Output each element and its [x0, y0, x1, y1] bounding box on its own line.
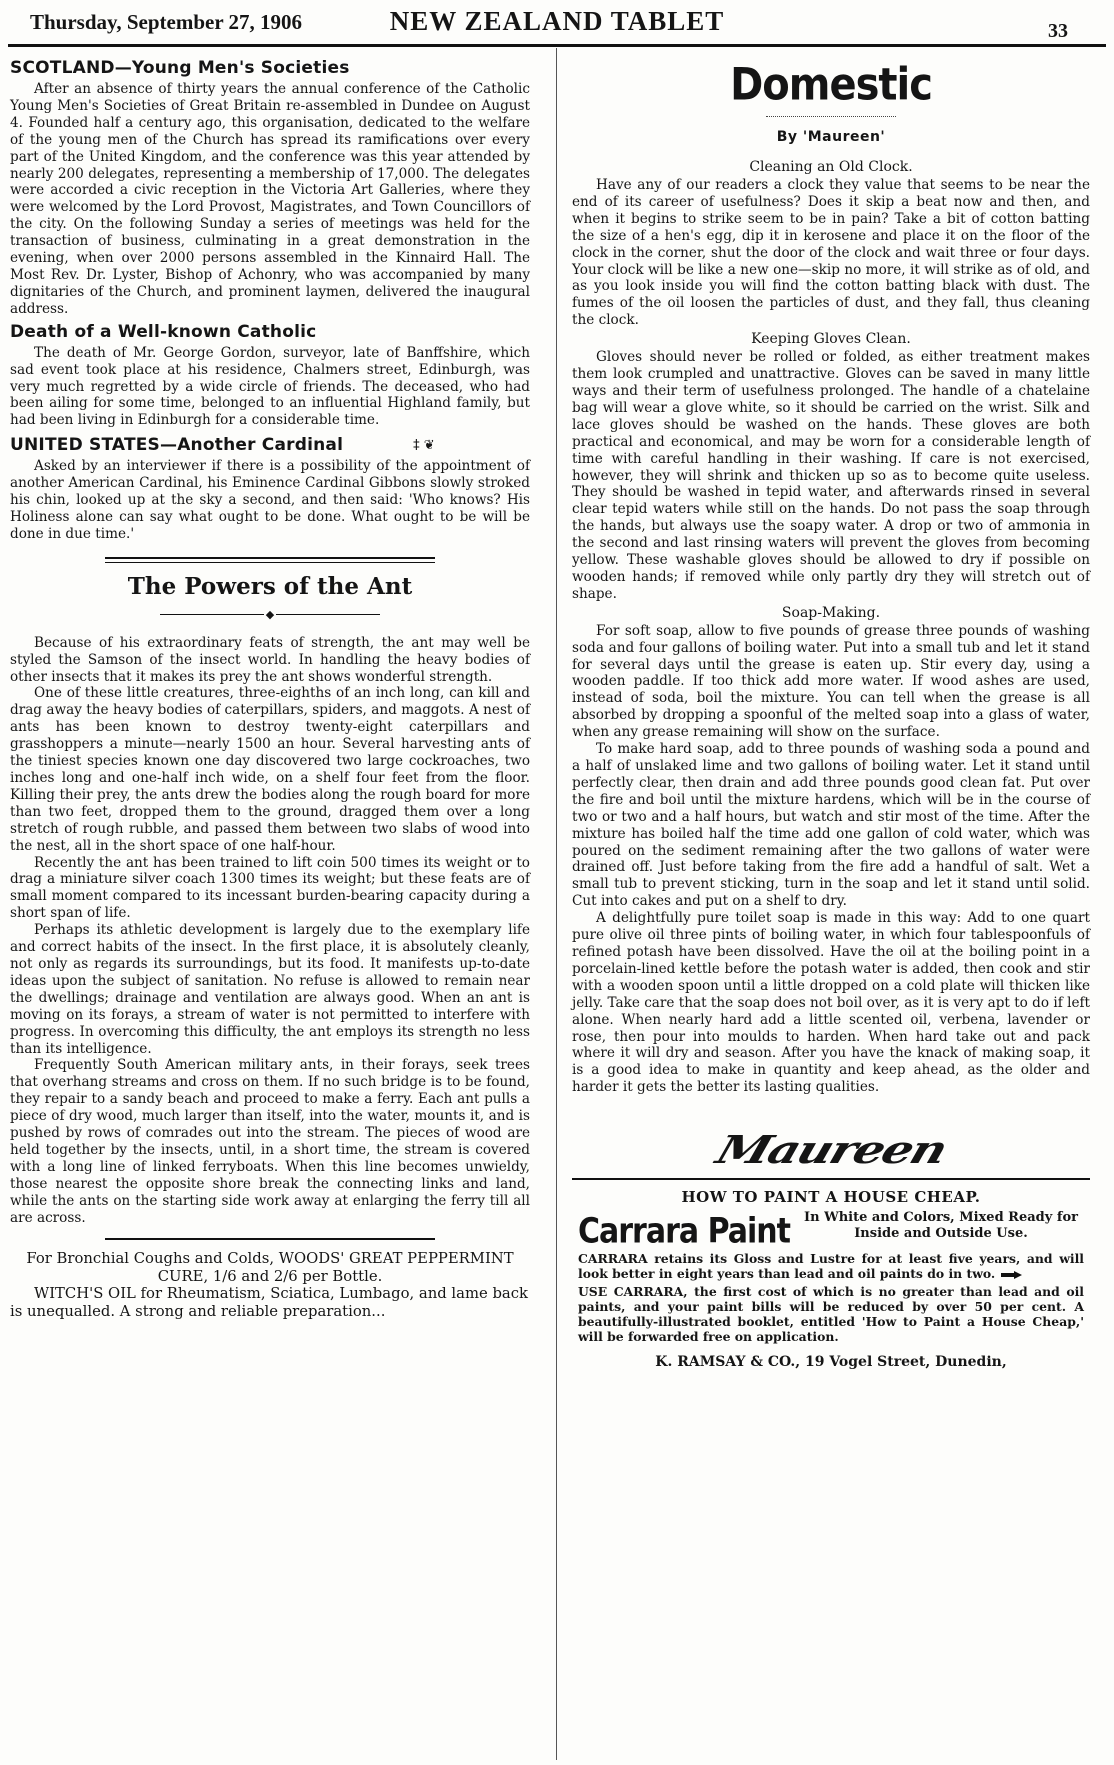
- carrara-body-1: CARRARA retains its Gloss and Lustre for at least five years, and will look better in eight years than lead and oil paints do in two.: [578, 1251, 1084, 1282]
- domestic-title-underline: [766, 116, 896, 117]
- domestic-byline: By 'Maureen': [776, 129, 886, 145]
- united-states-text: Asked by an interviewer if there is a possibility of the appointment of another American Cardinal, his Eminence Cardinal Gibbons slowly stroked his chin, looked up at the sky a second, and then said: 'Who knows? His Holiness alone can say what ought to be done. What ought to be will be done in due time.': [10, 458, 530, 542]
- domestic-paragraph: For soft soap, allow to five pounds of grease three pounds of washing soda and four gallons of boiling water. Put into a small tub and let it stand for several days until the grease is eaten up. Stir every day, using a wooden paddle. If too thick add more water. If wood ashes are used, instead of soda, boil the mixture. You can tell when the grease is all absorbed by dropping a spoonful of the melted soap into a glass of water, when any grease remaining will show on the surface.: [572, 622, 1090, 741]
- domestic-title: Domestic: [730, 59, 932, 111]
- ant-paragraph: Recently the ant has been trained to lift coin 500 times its weight or to drag a miniature silver coach 1300 times its weight; but these feats are of small moment compared to its incessant burden-bearing capacity during a short span of life.: [10, 854, 530, 922]
- signature-text: Maureen: [710, 1127, 952, 1173]
- scotland-heading: SCOTLAND—Young Men's Societies: [10, 58, 350, 78]
- carrara-brand: Carrara Paint: [578, 1211, 790, 1252]
- section-heading: Soap-Making.: [781, 604, 881, 621]
- scotland-text: After an absence of thirty years the annual conference of the Catholic Young Men's Societies of Great Britain re-assembled in Dundee on August 4. Founded half a century ago, this organisation, dedicated to the welfare of the young men of the Church has spread its ramifications over every part of the United Kingdom, and the conference was this year attended by nearly 200 delegates, representing a membership of 17,000. The delegates were accorded a civic reception in the Victoria Art Galleries, where they were welcomed by the Lord Provost, Magistrates, and Town Councillors of the city. On the following Sunday a series of meetings was held for the transaction of business, culminating in a great demonstration in the evening, when over 2000 persons assembled in the Kinnaird Hall. The Most Rev. Dr. Lyster, Bishop of Achonry, who was accompanied by many dignitaries of the Church, and prominent laymen, delivered the inaugural address.: [10, 81, 530, 317]
- advert-box-rule: [572, 1178, 1090, 1180]
- death-heading: Death of a Well-known Catholic: [10, 321, 317, 342]
- witchs-oil-advert: WITCH'S OIL for Rheumatism, Sciatica, Lumbago, and lame back is unequalled. A strong and reliable preparation...: [10, 1285, 529, 1320]
- carrara-body-2: USE CARRARA, the first cost of which is no greater than lead and oil paints, and your paint bills will be reduced by over 50 per cent. A beautifully-illustrated booklet, entitled 'How to Paint a House Cheap,' will be forwarded free on application.: [578, 1283, 1084, 1345]
- advert-rule: [105, 1238, 435, 1240]
- carrara-tagline: In White and Colors, Mixed Ready for Inside and Outside Use.: [804, 1210, 1078, 1242]
- carrara-address: K. RAMSAY & CO., 19 Vogel Street, Dunedin,: [655, 1354, 1007, 1371]
- title-divider: [10, 608, 530, 621]
- death-text: The death of Mr. George Gordon, surveyor, late of Banffshire, which sad event took place at his residence, Chalmers street, Edinburgh, was very much regretted by a wide circle of friends. The deceased, who had been ailing for some time, belonged to an influential Highland family, but had been living in Edinburgh for a considerable time.: [10, 344, 530, 429]
- section-heading: Cleaning an Old Clock.: [749, 159, 913, 175]
- maureen-signature: [572, 1122, 1090, 1173]
- united-states-heading-row: [10, 433, 530, 458]
- carrara-brand-row: [578, 1210, 1084, 1252]
- carrara-header: HOW TO PAINT A HOUSE CHEAP.: [681, 1188, 981, 1207]
- united-states-heading: UNITED STATES—Another Cardinal: [10, 435, 344, 456]
- masthead: [0, 0, 1114, 46]
- domestic-paragraph: A delightfully pure toilet soap is made in this way: Add to one quart pure olive oil three pints of boiling water, in which four tablespoonfuls of refined potash have been dissolved. Have the oil at the boiling point in a porcelain-lined kettle before the potash water is added, then cook and stir with a wooden spoon until a little dropped on a cold plate will thicken like jelly. Take care that the soap does not boil over, as it is very apt to do if left alone. When nearly hard add a little scented oil, verbena, lavender or rose, then pour into moulds to harden. When hard take out and pack where it will dry and season. After you have the knack of making soap, it is a good idea to make in quantity and keep ahead, as the older and harder it gets the better its lasting qualities.: [572, 910, 1090, 1096]
- issue-date: Thursday, September 27, 1906: [30, 10, 303, 34]
- printer-ornament-icon: ‡ ❦: [413, 438, 435, 454]
- ant-paragraph: One of these little creatures, three-eighths of an inch long, can kill and drag away the heavy bodies of caterpillars, spiders, and maggots. A nest of ants has been known to destroy twenty-eight caterpillars and grasshoppers a minute—nearly 1500 an hour. Several harvesting ants of the tiniest species known one day discovered two large cockroaches, two inches long and one-half inch wide, on a shelf four feet from the floor. Killing their prey, the ants drew the bodies along the rough board for more than two feet, dropped them to the ground, dragged them over a long stretch of rough rubble, and passed them between two slabs of wood into the nest, all in the short space of one half-hour.: [10, 685, 530, 854]
- domestic-paragraph: Gloves should never be rolled or folded, as either treatment makes them look crumpled and unattractive. Gloves can be saved in many little ways and their term of usefulness prolonged. The handle of a chatelaine bag will wear a glove white, so it should be carried on the wrist. Silk and lace gloves should be washed on the hands. These gloves are both practical and economical, and may be worn for a considerable length of time with careful handling in their washing. If care is not exercised, however, they will shrink and thicken up so as to become quite useless. They should be washed in tepid water, and afterwards rinsed in several clear tepid waters while still on the hands. Do not pass the soap through the hands, but always use the soapy water. A drop or two of ammonia in the second and last rinsing waters will prevent the gloves from becoming yellow. These washable gloves should be allowed to dry if possible on wooden hands; if removed while only partly dry they will stretch out of shape.: [572, 349, 1090, 602]
- newspaper-title: NEW ZEALAND TABLET: [389, 6, 725, 36]
- right-column: [572, 56, 1090, 1370]
- ant-paragraph: Frequently South American military ants, in their forays, seek trees that overhang streams and cross on them. If no such bridge is to be found, they repair to a sandy beach and proceed to make a ferry. Each ant pulls a piece of dry wood, much larger than itself, into the water, mounts it, and is pushed by rows of comrades out into the stream. The pieces of wood are held together by the insects, until, in a short time, the stream is covered with a long line of linked ferryboats. When this line becomes unwieldy, those nearest the opposite shore break the connecting links and land, while the ants on the starting side work away at enlarging the ferry till all are across.: [10, 1057, 530, 1226]
- diamond-ornament-icon: ◆: [265, 607, 275, 621]
- ant-paragraph: Because of his extraordinary feats of strength, the ant may well be styled the Samson of the insect world. In handling the heavy bodies of other insects that it makes its prey the ant shows wonderful strength.: [10, 634, 530, 685]
- article-top-rule: [105, 557, 435, 559]
- article-top-rule-thin: [105, 562, 435, 563]
- column-divider: [556, 48, 557, 1760]
- pointing-hand-icon: [1000, 1270, 1024, 1280]
- left-column: [10, 56, 530, 1320]
- section-heading: Keeping Gloves Clean.: [751, 331, 911, 348]
- carrara-advert: [572, 1188, 1090, 1370]
- domestic-paragraph: Have any of our readers a clock they value that seems to be near the end of its career of usefulness? Does it skip a beat now and then, and when it begins to strike seem to be in pain? Take a bit of cotton batting the size of a hen's egg, dip it in kerosene and place it on the floor of the clock in the corner, shut the door of the clock and wait three or four days. Your clock will be like a new one—skip no more, it will strike as of old, and as you look inside you will find the cotton batting black with dust. The fumes of the oil loosen the particles of dust, and they fall, thus cleaning the clock.: [572, 177, 1090, 329]
- masthead-rule: [8, 44, 1106, 47]
- peppermint-cure-advert: For Bronchial Coughs and Colds, WOODS' GREAT PEPPERMINT CURE, 1/6 and 2/6 per Bottle.: [26, 1250, 514, 1285]
- page-number: 33: [1048, 20, 1068, 42]
- ant-article-title: The Powers of the Ant: [127, 572, 413, 600]
- ant-paragraph: Perhaps its athletic development is largely due to the exemplary life and correct habits of the insect. In the first place, it is absolutely cleanly, not only as regards its surroundings, but its food. It manifests up-to-date ideas upon the subject of sanitation. No refuse is allowed to remain near the dwellings; drainage and ventilation are always good. When an ant is moving on its forays, a stream of water is not permitted to interfere with progress. In overcoming this difficulty, the ant employs its strength no less than its intelligence.: [10, 922, 530, 1057]
- domestic-paragraph: To make hard soap, add to three pounds of washing soda a pound and a half of unslaked lime and two gallons of boiling water. Let it stand until perfectly clear, then drain and add three pounds good clean fat. Put over the fire and boil until the mixture hardens, which will be in the course of two or two and a half hours, but watch and stir most of the time. After the mixture has boiled half the time add one gallon of cold water, which was poured on the sediment remaining after the two gallons of water were drained off. Just before taking from the fire add a handful of salt. Wet a small tub to prevent sticking, turn in the soap and let it stand until solid. Cut into cakes and put on a shelf to dry.: [572, 741, 1090, 910]
